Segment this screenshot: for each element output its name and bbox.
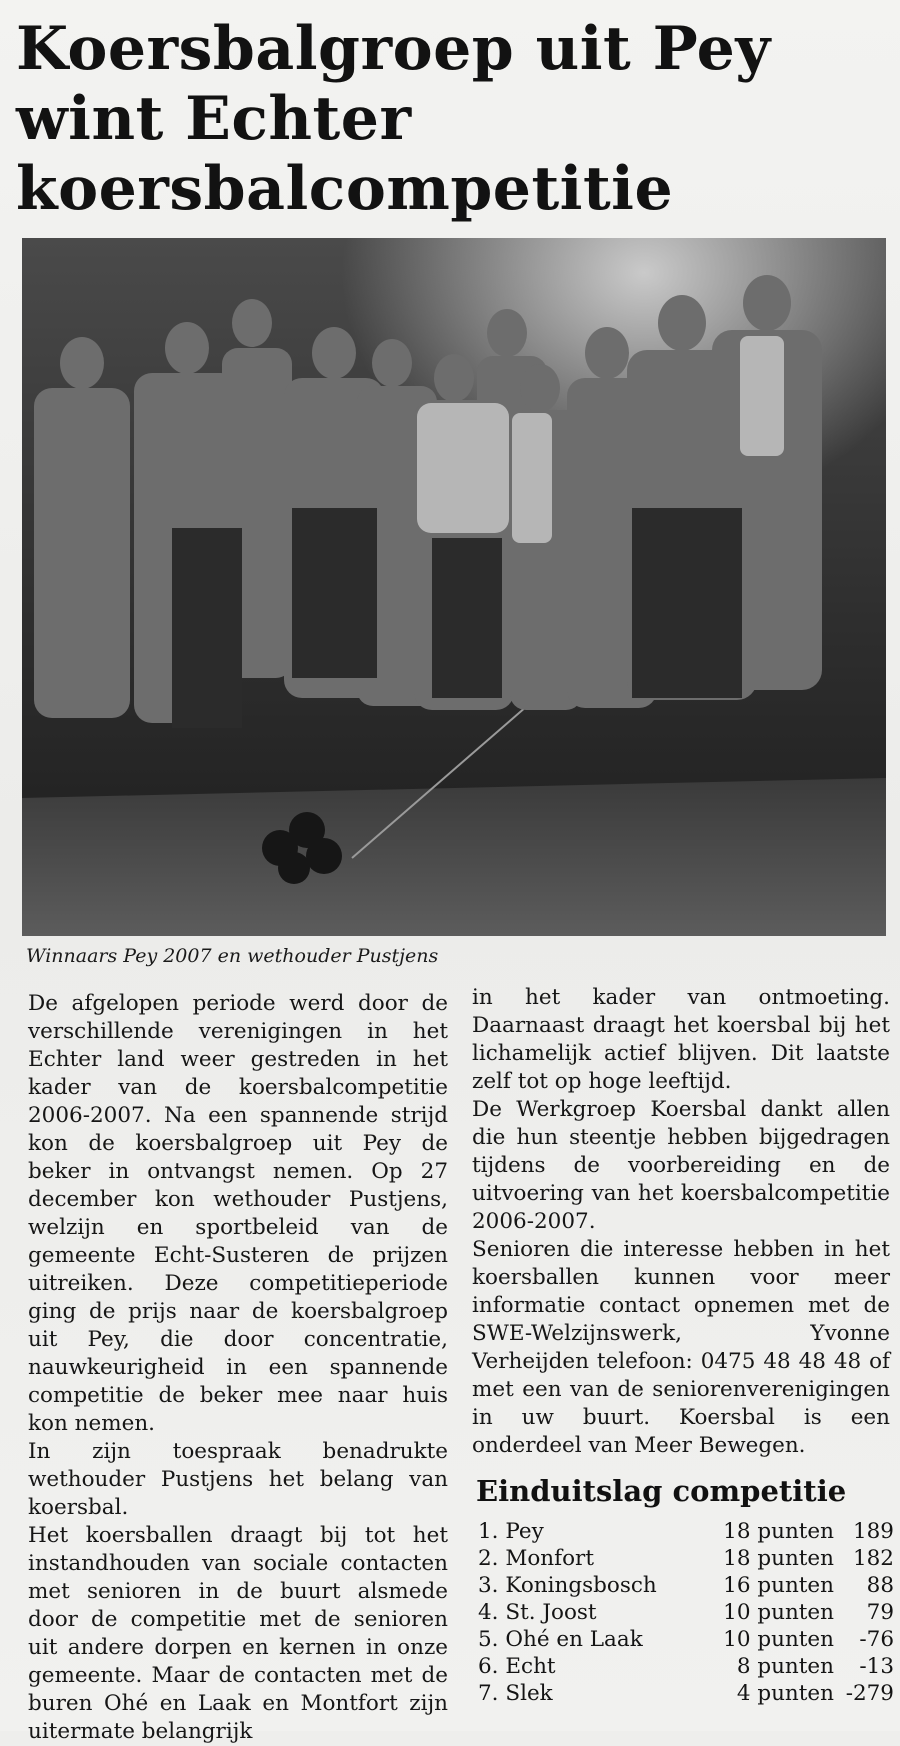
results-row: [478, 1572, 894, 1599]
team-points: 10 punten: [723, 1600, 834, 1625]
results-row: [478, 1626, 894, 1653]
team-score: 79: [866, 1600, 894, 1625]
article-left-column: [28, 990, 448, 1746]
headline-line-3: koersbalcompetitie: [16, 154, 674, 224]
headline: [16, 14, 886, 224]
group-photo-illustration: [22, 238, 886, 936]
article-paragraph: In zijn toespraak benadrukte wethouder Pustjens het belang van koersbal.: [28, 1439, 448, 1520]
article-paragraph: Senioren die interesse hebben in het koersballen kunnen voor meer informatie contact opnemen met de SWE-Welzijnswerk, Yvonne Verheijden telefoon: 0475 48 48 48 of met een van de seniorenverenigingen in uw buurt. Koersbal is een onderdeel van Meer Bewegen.: [472, 1237, 890, 1458]
team-score: -76: [859, 1627, 894, 1652]
team-name: 2. Monfort: [478, 1546, 594, 1571]
article-paragraph: De Werkgroep Koersbal dankt allen die hun steentje hebben bijgedragen tijdens de voorbereiding en de uitvoering van het koersbalcompetitie 2006-2007.: [472, 1097, 890, 1234]
article-paragraph: De afgelopen periode werd door de verschillende verenigingen in het Echter land weer gestreden in het kader van de koersbalcompetitie 2006-2007. Na een spannende strijd kon de koersbalgroep uit Pey de beker in ontvangst nemen. Op 27 december kon wethouder Pustjens, welzijn en sportbeleid van de gemeente Echt-Susteren de prijzen uitreiken. Deze competitieperiode ging de prijs naar de koersbalgroep uit Pey, die door concentratie, nauwkeurigheid in een spannende competitie de beker mee naar huis kon nemen.: [28, 991, 448, 1436]
results-title: Einduitslag competitie: [476, 1474, 847, 1508]
photo-caption: Winnaars Pey 2007 en wethouder Pustjens: [26, 945, 439, 967]
team-points: 18 punten: [723, 1519, 834, 1544]
team-score: 88: [866, 1573, 894, 1598]
team-score: -279: [845, 1681, 894, 1706]
article-paragraph: in het kader van ontmoeting. Daarnaast draagt het koersbal bij het lichamelijk actief blijven. Dit laatste zelf tot op hoge leeftijd.: [472, 985, 890, 1094]
team-name: 4. St. Joost: [478, 1600, 597, 1625]
team-name: 7. Slek: [478, 1681, 553, 1706]
team-name: 5. Ohé en Laak: [478, 1627, 643, 1652]
headline-line-2: wint Echter: [16, 84, 412, 154]
article-right-column: [472, 984, 890, 1460]
results-table: [478, 1518, 894, 1707]
team-score: 189: [852, 1519, 894, 1544]
team-points: 4 punten: [736, 1681, 834, 1706]
team-name: 1. Pey: [478, 1519, 544, 1544]
team-score: -13: [859, 1654, 894, 1679]
results-row: [478, 1653, 894, 1680]
group-photo: [22, 238, 886, 936]
results-row: [478, 1518, 894, 1545]
team-points: 18 punten: [723, 1546, 834, 1571]
team-name: 3. Koningsbosch: [478, 1573, 657, 1598]
team-score: 182: [852, 1546, 894, 1571]
team-points: 10 punten: [723, 1627, 834, 1652]
team-points: 16 punten: [723, 1573, 834, 1598]
results-row: [478, 1599, 894, 1626]
team-points: 8 punten: [736, 1654, 834, 1679]
results-row: [478, 1680, 894, 1707]
team-name: 6. Echt: [478, 1654, 556, 1679]
headline-line-1: Koersbalgroep uit Pey: [16, 14, 771, 84]
article-paragraph: Het koersballen draagt bij tot het instandhouden van sociale contacten met senioren in de buurt alsmede door de competitie met de senioren uit andere dorpen en kernen in onze gemeente. Maar de contacten met de buren Ohé en Laak en Montfort zijn uitermate belangrijk: [28, 1523, 448, 1744]
results-row: [478, 1545, 894, 1572]
